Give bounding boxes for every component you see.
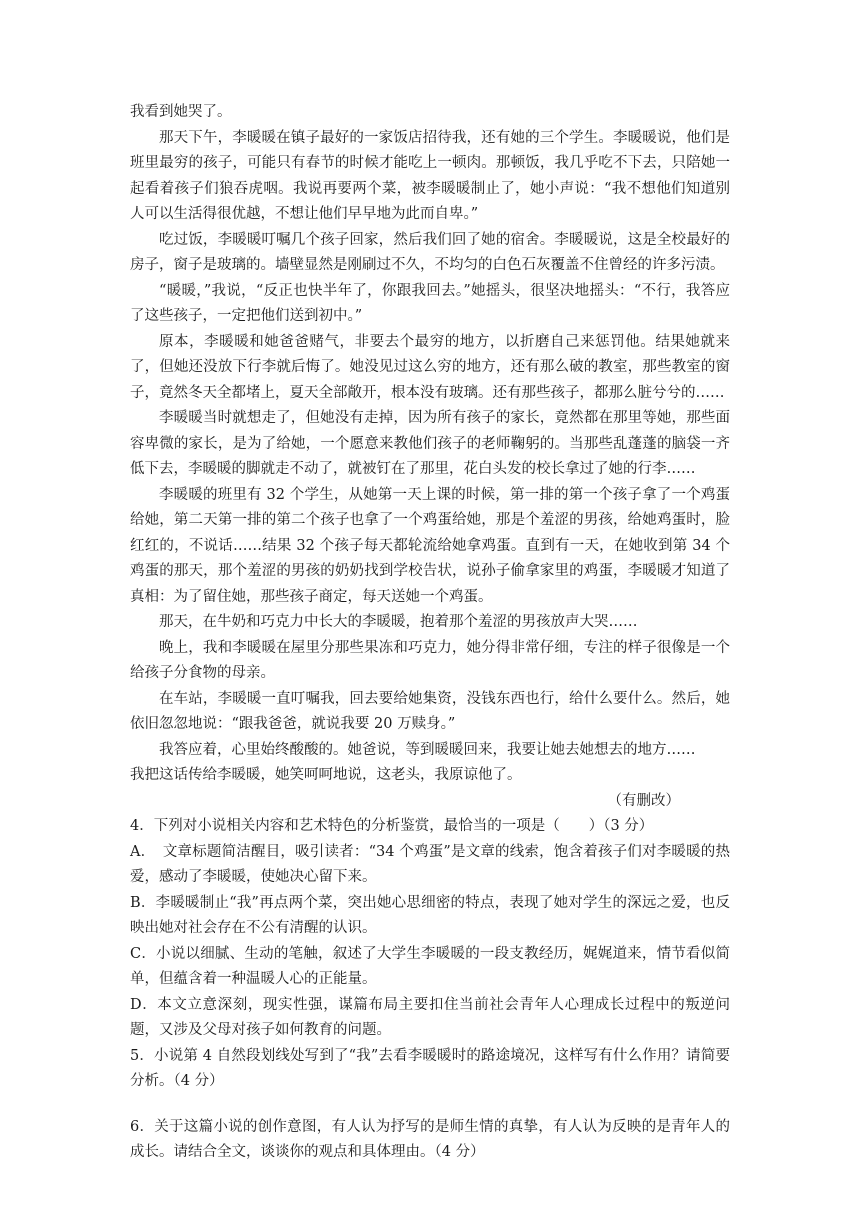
- story-paragraph: 在车站，李暖暖一直叮嘱我，回去要给她集资，没钱东西也行，给什么要什么。然后，她依旧忽忽地说：“跟我爸爸，就说我要 20 万赎身。”: [130, 690, 730, 732]
- story-paragraph: 李暖暖的班里有 32 个学生，从她第一天上课的时候，第一排的第一个孩子拿了一个鸡蛋给她，第二天第一排的第二个孩子也拿了一个鸡蛋给她，那是个羞涩的男孩，给她鸡蛋时，脸红红的，不说话……结果 32 个孩子每天都轮流给她拿鸡蛋。直到有一天，在她收到第 34 个鸡蛋的那天，那个羞涩的男孩的奶奶找到学校告状，说孙子偷拿家里的鸡蛋，李暖暖才知道了真相：为了留住她，那些孩子商定，每天送她一个鸡蛋。: [130, 486, 730, 605]
- story-paragraph: 我看到她哭了。: [130, 104, 232, 120]
- question-4-option-b: B．李暖暖制止“我”再点两个菜，突出她心思细密的特点，表现了她对学生的深远之爱，也反映出她对社会存在不公有清醒的认识。: [130, 894, 730, 936]
- story-paragraph: 我答应着，心里始终酸酸的。她爸说，等到暖暖回来，我要让她去她想去的地方……: [159, 741, 696, 758]
- story-paragraph: 那天下午，李暖暖在镇子最好的一家饭店招待我，还有她的三个学生。李暖暖说，他们是班里最穷的孩子，可能只有春节的时候才能吃上一顿肉。那顿饭，我几乎吃不下去，只陪她一起看着孩子们狼吞虎咽。我说再要两个菜，被李暖暖制止了，她小声说：“我不想他们知道别人可以生活得很优越，不想让他们早早地为此而自卑。”: [130, 129, 730, 222]
- question-4-stem: 4．下列对小说相关内容和艺术特色的分析鉴赏，最恰当的一项是（ ）（3 分）: [130, 818, 654, 834]
- story-paragraph: 原本，李暖暖和她爸爸赌气，非要去个最穷的地方，以折磨自己来惩罚他。结果她就来了，但她还没放下行李就后悔了。她没见过这么穷的地方，还有那么破的教室，那些教室的窗子，竟然冬天全都堵上，夏天全部敞开，根本没有玻璃。还有那些孩子，都那么脏兮兮的……: [130, 333, 730, 401]
- story-paragraph: 李暖暖当时就想走了，但她没有走掉，因为所有孩子的家长，竟然都在那里等她，那些面容卑微的家长，是为了给她，一个愿意来教他们孩子的老师鞠躬的。当那些乱蓬蓬的脑袋一齐低下去，李暖暖的脚就走不动了，就被钉在了那里，花白头发的校长拿过了她的行李……: [130, 410, 730, 477]
- answer-space: [130, 1095, 730, 1115]
- question-4-option-d: D．本文立意深刻，现实性强，谋篇布局主要扣住当前社会青年人心理成长过程中的叛逆问题，又涉及父母对孩子如何教育的问题。: [130, 996, 730, 1038]
- document-page: [130, 100, 730, 1166]
- question-4-option-c: C．小说以细腻、生动的笔触，叙述了大学生李暖暖的一段支教经历，娓娓道来，情节看似简单，但蕴含着一种温暖人心的正能量。: [130, 945, 730, 987]
- story-paragraph: 吃过饭，李暖暖叮嘱几个孩子回家，然后我们回了她的宿舍。李暖暖说，这是全校最好的房子，窗子是玻璃的。墙壁显然是刚刷过不久，不均匀的白色石灰覆盖不住曾经的许多污渍。: [130, 231, 730, 273]
- story-paragraph: 晚上，我和李暖暖在屋里分那些果冻和巧克力，她分得非常仔细，专注的样子很像是一个给孩子分食物的母亲。: [130, 639, 730, 681]
- story-paragraph: 那天，在牛奶和巧克力中长大的李暖暖，抱着那个羞涩的男孩放声大哭……: [159, 614, 638, 630]
- question-4-option-a: A． 文章标题简洁醒目，吸引读者：“34 个鸡蛋”是文章的线索，饱含着孩子们对李暖暖的热爱，感动了李暖暖，使她决心留下来。: [130, 843, 730, 885]
- story-paragraph: 我把这话传给李暖暖，她笑呵呵地说，这老头，我原谅他了。: [130, 767, 522, 783]
- question-5: 5．小说第 4 自然段划线处写到了“我”去看李暖暖时的路途境况，这样写有什么作用？请简要分析。（4 分）: [130, 1047, 730, 1089]
- story-paragraph: “暖暖，”我说，“反正也快半年了，你跟我回去。”她摇头，很坚决地摇头：“不行，我答应了这些孩子，一定把他们送到初中。”: [130, 282, 730, 324]
- source-note: （有删改）: [607, 792, 680, 809]
- question-6: 6．关于这篇小说的创作意图，有人认为抒写的是师生情的真挚，有人认为反映的是青年人的成长。请结合全文，谈谈你的观点和具体理由。（4 分）: [130, 1118, 730, 1160]
